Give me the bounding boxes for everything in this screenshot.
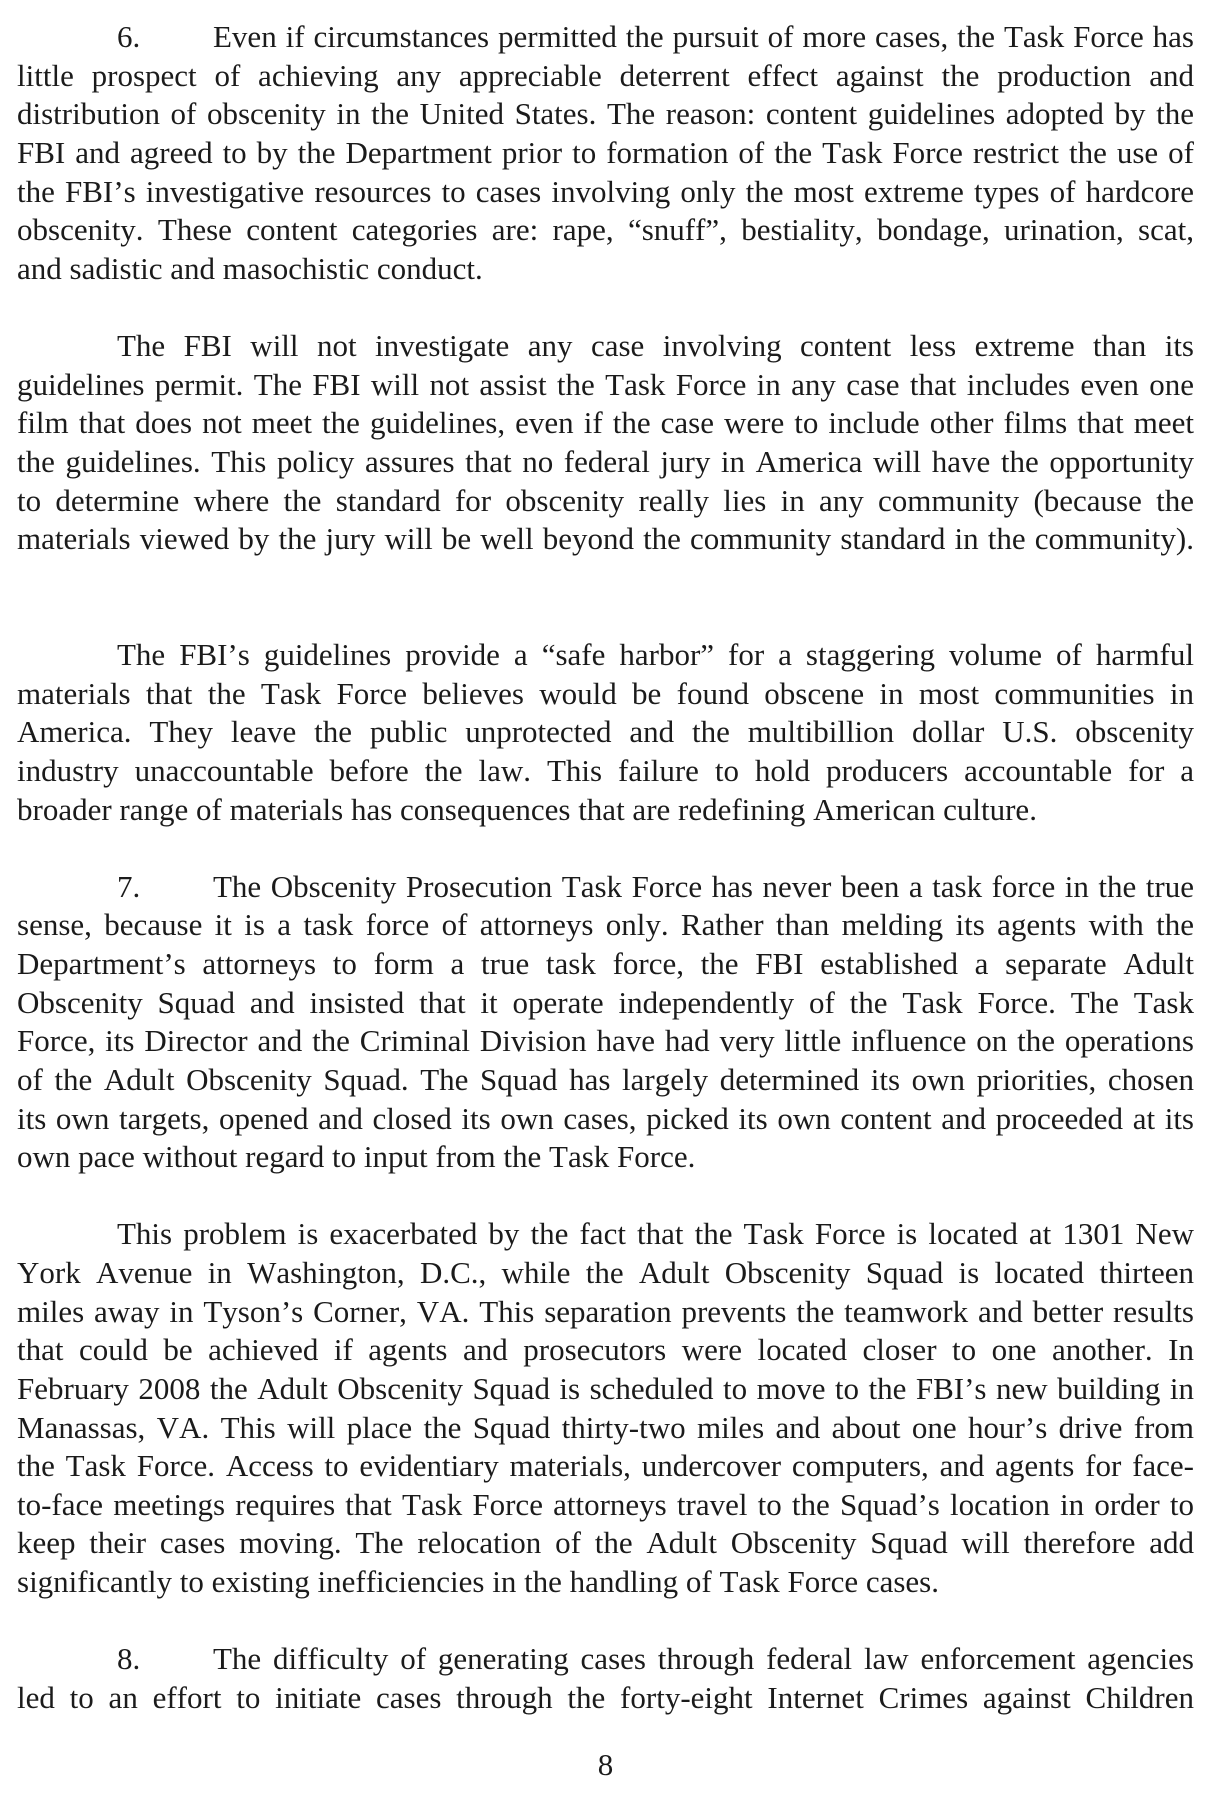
paragraph-6: [17, 18, 1194, 288]
paragraph-line-text: The difficulty of generating cases through federal law enforcement agencies: [213, 1641, 1194, 1677]
paragraph-line: sense, because it is a task force of attorneys only. Rather than melding its agents with the: [17, 907, 1194, 943]
paragraph-number: 6.: [117, 19, 141, 54]
page-number: 8: [597, 1747, 614, 1782]
paragraph-line: little prospect of achieving any appreciable deterrent effect against the production and: [17, 57, 1194, 93]
paragraph-line: to-face meetings requires that Task Force attorneys travel to the Squad’s location in order to: [17, 1486, 1194, 1522]
paragraph-line: and sadistic and masochistic conduct.: [17, 250, 483, 286]
paragraph-line: America. They leave the public unprotected and the multibillion dollar U.S. obscenity: [17, 714, 1194, 750]
paragraph-line: broader range of materials has consequences that are redefining American culture.: [17, 791, 1037, 827]
paragraph-line: FBI and agreed to by the Department prior to formation of the Task Force restrict the use of: [17, 134, 1194, 170]
paragraph-line: Manassas, VA. This will place the Squad thirty-two miles and about one hour’s drive from: [17, 1409, 1194, 1445]
paragraph-line: own pace without regard to input from the Task Force.: [17, 1139, 696, 1175]
paragraph-line: distribution of obscenity in the United States. The reason: content guidelines adopted by the: [17, 96, 1194, 132]
paragraph-fbi-guidelines: [17, 327, 1194, 559]
paragraph-line: Department’s attorneys to form a true task force, the FBI established a separate Adult: [17, 946, 1194, 981]
paragraph-line: The FBI’s guidelines provide a “safe harbor” for a staggering volume of harmful: [117, 637, 1194, 672]
paragraph-line-text: Even if circumstances permitted the pursuit of more cases, the Task Force has: [213, 19, 1194, 54]
paragraph-line: York Avenue in Washington, D.C., while the Adult Obscenity Squad is located thirteen: [17, 1255, 1194, 1290]
paragraph-location: [17, 1215, 1194, 1601]
paragraph-line: keep their cases moving. The relocation of the Adult Obscenity Squad will therefore add: [17, 1525, 1194, 1561]
paragraph-line: guidelines permit. The FBI will not assist the Task Force in any case that includes even one: [17, 366, 1194, 402]
paragraph-line: that could be achieved if agents and prosecutors were located closer to one another. In: [17, 1332, 1194, 1368]
paragraph-line: materials viewed by the jury will be well beyond the community standard in the community).: [17, 521, 1194, 557]
paragraph-line: The FBI will not investigate any case involving content less extreme than its: [117, 328, 1194, 363]
paragraph-line: industry unaccountable before the law. This failure to hold producers accountable for a: [17, 752, 1194, 788]
paragraph-line: miles away in Tyson’s Corner, VA. This separation prevents the teamwork and better results: [17, 1293, 1194, 1329]
paragraph-line: obscenity. These content categories are: rape, “snuff”, bestiality, bondage, urination, scat,: [17, 212, 1194, 248]
paragraph-line: its own targets, opened and closed its own cases, picked its own content and proceeded at its: [17, 1100, 1194, 1136]
paragraph-line: Obscenity Squad and insisted that it operate independently of the Task Force. The Task: [17, 984, 1194, 1020]
paragraph-line: significantly to existing inefficiencies in the handling of Task Force cases.: [17, 1564, 939, 1599]
paragraph-safe-harbor: [17, 636, 1194, 829]
paragraph-line: This problem is exacerbated by the fact that the Task Force is located at 1301 New: [117, 1216, 1194, 1252]
paragraph-line: February 2008 the Adult Obscenity Squad is scheduled to move to the FBI’s new building in: [17, 1370, 1194, 1406]
paragraph-number: 8.: [117, 1641, 141, 1677]
paragraph-line-text: The Obscenity Prosecution Task Force has never been a task force in the true: [213, 868, 1194, 904]
paragraph-line: materials that the Task Force believes would be found obscene in most communities in: [17, 675, 1194, 711]
paragraph-line: the FBI’s investigative resources to cases involving only the most extreme types of hardcore: [17, 173, 1194, 209]
paragraph-line: of the Adult Obscenity Squad. The Squad has largely determined its own priorities, chosen: [17, 1061, 1194, 1097]
paragraph-line: the Task Force. Access to evidentiary materials, undercover computers, and agents for face-: [17, 1448, 1194, 1484]
paragraph-7: [17, 868, 1194, 1177]
paragraph-line: the guidelines. This policy assures that no federal jury in America will have the opportunity: [17, 443, 1194, 479]
paragraph-line: [17, 18, 1194, 57]
paragraph-line: [17, 1640, 1194, 1679]
paragraph-line: to determine where the standard for obscenity really lies in any community (because the: [17, 482, 1194, 518]
paragraph-number: 7.: [117, 868, 141, 904]
paragraph-line: [17, 868, 1194, 907]
paragraph-line: Force, its Director and the Criminal Division have had very little influence on the operations: [17, 1023, 1194, 1059]
paragraph-8: [17, 1640, 1194, 1717]
body-text: [17, 18, 1194, 1756]
paragraph-line: led to an effort to initiate cases through the forty-eight Internet Crimes against Children: [17, 1679, 1194, 1715]
paragraph-line: film that does not meet the guidelines, even if the case were to include other films that meet: [17, 405, 1194, 441]
